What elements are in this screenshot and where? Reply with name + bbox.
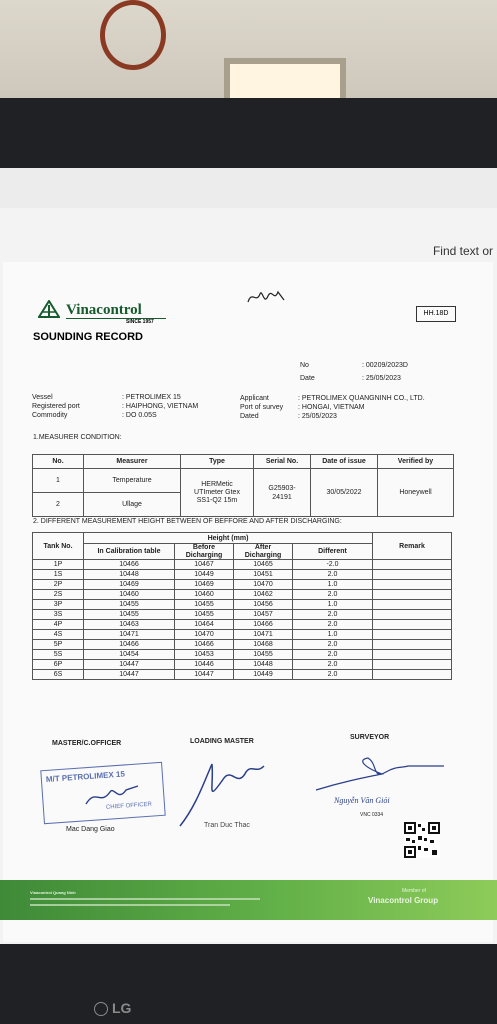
type-line: SS1-Q2 15m: [196, 496, 238, 504]
type-line: UTImeter Gtex: [194, 488, 240, 496]
after-cell: 10462: [234, 590, 293, 600]
remark-cell: [373, 590, 452, 600]
measurer-verified-cell: Honeywell: [378, 469, 454, 517]
calibration-cell: 10448: [84, 570, 175, 580]
dated-label: Dated: [240, 413, 259, 420]
surveyor-signature: [312, 754, 448, 794]
tank-cell: 5P: [33, 640, 84, 650]
tank-cell: 3P: [33, 600, 84, 610]
different-cell: 2.0: [293, 610, 373, 620]
port-of-survey-label: Port of survey: [240, 404, 284, 411]
vinacontrol-logo-icon: [38, 300, 60, 318]
different-cell: 2.0: [293, 640, 373, 650]
vessel-label: Vessel: [32, 394, 53, 401]
height-col-after: After: [234, 544, 293, 552]
registered-port-value: : HAIPHONG, VIETNAM: [122, 403, 199, 410]
commodity-value: : DO 0.05S: [122, 412, 157, 419]
after-cell: 10470: [234, 580, 293, 590]
height-row: [33, 670, 452, 680]
surveyor-code: VNC 0334: [360, 812, 384, 818]
height-row: [33, 590, 452, 600]
before-cell: 10464: [175, 620, 234, 630]
remark-cell: [373, 600, 452, 610]
measurer-row-2-name: Ullage: [84, 493, 181, 517]
no-value: : 00209/2023D: [362, 362, 408, 369]
height-row: [33, 560, 452, 570]
different-cell: 2.0: [293, 570, 373, 580]
loading-master-signature: [176, 754, 268, 830]
tank-cell: 4P: [33, 620, 84, 630]
footer-member-line2: Vinacontrol Group: [368, 896, 439, 905]
before-cell: 10453: [175, 650, 234, 660]
stamp-subtext: CHIEF OFFICER: [105, 801, 153, 811]
brand-since: SINCE 1957: [126, 319, 154, 325]
height-row: [33, 640, 452, 650]
remark-cell: [373, 660, 452, 670]
height-row: [33, 650, 452, 660]
wall-decoration: [100, 0, 166, 70]
measurer-row-2-no: 2: [33, 493, 84, 517]
tank-cell: 6P: [33, 660, 84, 670]
different-cell: 1.0: [293, 600, 373, 610]
applicant-label: Applicant: [240, 395, 269, 402]
before-cell: 10449: [175, 570, 234, 580]
lg-logo-icon: [94, 1002, 108, 1016]
different-cell: 2.0: [293, 590, 373, 600]
stamp-text: M/T PETROLIMEX 15: [45, 769, 126, 784]
before-cell: 10466: [175, 640, 234, 650]
height-col-calibration: In Calibration table: [84, 544, 175, 560]
different-cell: 1.0: [293, 580, 373, 590]
different-cell: 2.0: [293, 660, 373, 670]
different-cell: 2.0: [293, 650, 373, 660]
remark-cell: [373, 560, 452, 570]
tank-cell: 2S: [33, 590, 84, 600]
calibration-cell: 10460: [84, 590, 175, 600]
initial-signature: [244, 284, 292, 308]
viewer-toolbar: [0, 168, 497, 208]
brand-name: Vinacontrol: [66, 302, 142, 318]
after-cell: 10466: [234, 620, 293, 630]
serial-line: 24191: [272, 493, 292, 501]
after-cell: 10456: [234, 600, 293, 610]
calibration-cell: 10471: [84, 630, 175, 640]
tank-cell: 6S: [33, 670, 84, 680]
after-cell: 10455: [234, 650, 293, 660]
footer-address-line: [30, 898, 260, 900]
qr-code-icon: [404, 822, 440, 858]
surveyor-label: SURVEYOR: [350, 734, 390, 741]
tank-cell: 5S: [33, 650, 84, 660]
calibration-cell: 10447: [84, 670, 175, 680]
remark-cell: [373, 670, 452, 680]
before-cell: 10446: [175, 660, 234, 670]
footer-company: Vinacontrol Quang Ninh: [30, 890, 76, 895]
before-cell: 10470: [175, 630, 234, 640]
vessel-value: : PETROLIMEX 15: [122, 394, 181, 401]
after-cell: 10451: [234, 570, 293, 580]
measurer-col-no: No.: [33, 455, 84, 469]
calibration-cell: 10454: [84, 650, 175, 660]
before-cell: 10455: [175, 610, 234, 620]
measurer-serial-cell: [254, 469, 311, 517]
height-row: [33, 580, 452, 590]
monitor-screen: [0, 168, 497, 944]
type-line: HERMetic: [201, 480, 233, 488]
different-cell: -2.0: [293, 560, 373, 570]
surveyor-name: Nguyễn Văn Giỏi: [334, 796, 390, 805]
document-footer: [0, 880, 497, 920]
height-row: [33, 570, 452, 580]
document-code: HH.18D: [416, 306, 456, 322]
measurer-col-serial: Serial No.: [254, 455, 311, 469]
monitor-logo: [94, 1000, 131, 1016]
remark-cell: [373, 650, 452, 660]
tank-cell: 1P: [33, 560, 84, 570]
find-text-button[interactable]: Find text or: [432, 244, 493, 258]
applicant-value: : PETROLIMEX QUANGNINH CO., LTD.: [298, 395, 425, 402]
measurer-date-cell: 30/05/2022: [311, 469, 378, 517]
calibration-cell: 10463: [84, 620, 175, 630]
footer-contact-line: [30, 904, 230, 906]
loading-master-label: LOADING MASTER: [190, 738, 254, 745]
height-col-remark: Remark: [373, 533, 452, 560]
remark-cell: [373, 570, 452, 580]
after-cell: 10449: [234, 670, 293, 680]
before-cell: 10467: [175, 560, 234, 570]
date-label: Date: [300, 375, 315, 382]
remark-cell: [373, 620, 452, 630]
calibration-cell: 10447: [84, 660, 175, 670]
after-cell: 10471: [234, 630, 293, 640]
tank-cell: 2P: [33, 580, 84, 590]
height-table: [32, 532, 452, 680]
before-cell: 10460: [175, 590, 234, 600]
registered-port-label: Registered port: [32, 403, 80, 410]
height-row: [33, 600, 452, 610]
loading-master-name: Tran Duc Thac: [204, 822, 250, 829]
port-of-survey-value: : HONGAI, VIETNAM: [298, 404, 365, 411]
before-cell: 10455: [175, 600, 234, 610]
remark-cell: [373, 580, 452, 590]
serial-line: G25903-: [268, 484, 296, 492]
measurer-col-date: Date of issue: [311, 455, 378, 469]
calibration-cell: 10455: [84, 610, 175, 620]
measurer-row-1-name: Temperature: [84, 469, 181, 493]
height-col-after-sub: Dicharging: [234, 552, 293, 560]
different-cell: 2.0: [293, 620, 373, 630]
after-cell: 10457: [234, 610, 293, 620]
master-name: Mac Dang Giao: [66, 826, 115, 833]
tank-cell: 1S: [33, 570, 84, 580]
height-table-body: [33, 560, 452, 680]
after-cell: 10465: [234, 560, 293, 570]
calibration-cell: 10455: [84, 600, 175, 610]
before-cell: 10447: [175, 670, 234, 680]
height-col-different: Different: [293, 544, 373, 560]
height-col-before-sub: Dicharging: [175, 552, 234, 560]
date-value: : 25/05/2023: [362, 375, 401, 382]
measurer-col-type: Type: [181, 455, 254, 469]
height-col-tank: Tank No.: [33, 533, 84, 560]
after-cell: 10468: [234, 640, 293, 650]
measurer-table: [32, 454, 454, 517]
height-col-height: Height (mm): [84, 533, 373, 544]
after-cell: 10448: [234, 660, 293, 670]
calibration-cell: 10469: [84, 580, 175, 590]
different-cell: 1.0: [293, 630, 373, 640]
height-col-before: Before: [175, 544, 234, 552]
dated-value: : 25/05/2023: [298, 413, 337, 420]
height-row: [33, 660, 452, 670]
section-2-heading: 2. DIFFERENT MEASUREMENT HEIGHT BETWEEN OF BEFFORE AND AFTER DISCHARGING:: [33, 518, 342, 525]
height-row: [33, 620, 452, 630]
document-title: SOUNDING RECORD: [33, 331, 144, 343]
commodity-label: Commodity: [32, 412, 68, 419]
measurer-type-cell: [181, 469, 254, 517]
monitor-brand: LG: [112, 1000, 132, 1016]
section-1-heading: 1.MEASURER CONDITION:: [33, 434, 122, 441]
master-officer-label: MASTER/C.OFFICER: [52, 740, 122, 747]
master-signature: [82, 780, 142, 810]
remark-cell: [373, 640, 452, 650]
no-label: No: [300, 362, 309, 369]
tank-cell: 3S: [33, 610, 84, 620]
before-cell: 10469: [175, 580, 234, 590]
height-row: [33, 630, 452, 640]
calibration-cell: 10466: [84, 560, 175, 570]
footer-member-line1: Member of: [402, 888, 426, 894]
tank-cell: 4S: [33, 630, 84, 640]
remark-cell: [373, 610, 452, 620]
calibration-cell: 10466: [84, 640, 175, 650]
height-row: [33, 610, 452, 620]
remark-cell: [373, 630, 452, 640]
measurer-row-1-no: 1: [33, 469, 84, 493]
measurer-col-verified: Verified by: [378, 455, 454, 469]
different-cell: 2.0: [293, 670, 373, 680]
measurer-col-measurer: Measurer: [84, 455, 181, 469]
